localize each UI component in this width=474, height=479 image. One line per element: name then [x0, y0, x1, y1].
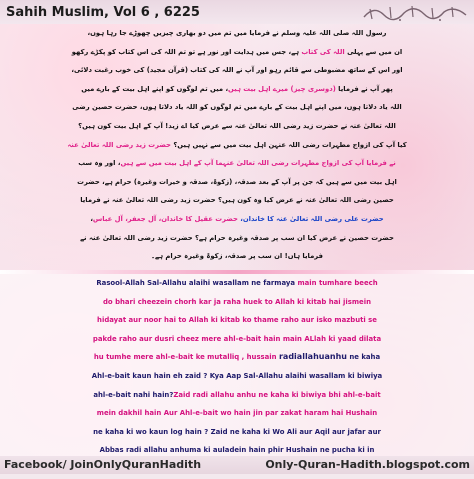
urdu-text: ، [90, 214, 93, 223]
urdu-text: رسول اللہ صلی اللہ علیہ وسلم نے فرمایا میں تم میں دو بھاری چیزیں چھوڑے جا رہا ہوں، [87, 29, 387, 37]
urdu-highlight: نے فرمایا آپ کی ازواج مطہرات رضی اللہ تعالیٰ عنہما آپ کے اہل بیت میں سے ہیں [120, 159, 396, 168]
roman-line [0, 348, 474, 367]
urdu-highlight: حضرت زید رضی اللہ تعالیٰ عنہ [67, 140, 171, 149]
urdu-line [4, 247, 470, 266]
roman-text: Rasool-Allah Sal-Allahu alaihi wasallam ne farmaya [96, 279, 298, 287]
roman-text: ne kaha ki wo kaun log hain ? Zaid ne kaha ki Wo Ali aur Aqil aur jafar aur [93, 427, 381, 436]
footer-bar [0, 456, 474, 474]
urdu-text: حضرت حصین نے عرض کیا ان سب پر صدقہ وغیرہ حرام ہے؟ حضرت زید رضی اللہ تعالیٰ عنہ نے [80, 233, 394, 242]
roman-highlight: pakde raho aur dusri cheez mere ahl-e-bait hain main ALlah ki yaad dilata [92, 334, 382, 343]
roman-text: Abbas radi allahu anhuma ki auladein hain phir Hushain ne pucha ki in [99, 446, 375, 455]
urdu-line [4, 24, 470, 43]
urdu-line [4, 43, 470, 62]
urdu-text: ، اور وہ سب [78, 159, 121, 168]
roman-line [0, 404, 474, 423]
urdu-text: اللہ یاد دلاتا ہوں، میں اپنے اہل بیت کے بارے میں تم لوگوں کو اللہ یاد دلاتا ہوں، حضرت حصین رضی [72, 103, 402, 112]
urdu-line [4, 117, 470, 136]
roman-text: Ahl-e-bait kaun hain eh zaid ? Kya Aap Sal-Allahu alaihi wasallam ki biwiya [91, 371, 383, 380]
roman-text: ahl-e-bait nahi hain? [93, 390, 174, 399]
roman-highlight: Zaid radi allahu anhu ne kaha ki biwiya bhi ahl-e-bait [173, 390, 381, 399]
roman-text: ne kaha [346, 353, 381, 362]
roman-line [0, 311, 474, 330]
urdu-highlight: (دوسری چیز) میرے اہل بیت ہیں [228, 84, 336, 93]
urdu-line [4, 136, 470, 155]
urdu-text: اہل بیت میں سے ہیں کہ جن پر آپ کے بعد صدقہ، (زکوۃ، صدقہ و خیرات وغیرہ) حرام ہے، حضرت [77, 177, 397, 186]
roman-highlight: mein dakhil hain Aur Ahl-e-bait wo hain jin par zakat haram hai Hushain [96, 409, 378, 418]
roman-highlight: main tumhare beech [297, 279, 378, 287]
urdu-highlight: اللہ کی کتاب [301, 47, 345, 56]
facebook-link[interactable]: Facebook/ JoinOnlyQuranHadith [4, 458, 202, 471]
roman-highlight: hidayat aur noor hai to Allah ki kitab ko thame raho aur isko mazbuti se [97, 316, 377, 325]
roman-urdu-translation [0, 274, 474, 456]
urdu-text: اور اس کے ساتھ مضبوطی سے قائم رہو اور آپ نے اللہ کی کتاب (قرآن مجید) کی خوب رغبت دلائی، [71, 66, 403, 75]
urdu-highlight: حضرت عقیل کا خاندان، آل جعفر، آل عباس [92, 214, 238, 223]
urdu-line [4, 173, 470, 192]
urdu-text: فرمایا ہاں! ان سب پر صدقہ، زکوۃ وغیرہ حرام ہے۔ [151, 252, 323, 261]
urdu-line [4, 80, 470, 99]
blog-link[interactable]: Only-Quran-Hadith.blogspot.com [265, 458, 470, 471]
roman-highlight: do bhari cheezein chorh kar ja raha huek to Allah ki kitab hai jismein [103, 297, 371, 306]
urdu-text: اللہ تعالیٰ عنہ نے حضرت زید رضی اللہ تعالیٰ عنہ سے عرض کیا اے زید! آپ کے اہل بیت کون ہیں؟ [78, 121, 396, 130]
roman-text: radiallahuanhu [278, 352, 347, 362]
roman-line [0, 330, 474, 349]
roman-line [0, 423, 474, 442]
urdu-text: حصین رضی اللہ تعالیٰ عنہ نے عرض کیا وہ کون ہیں؟ حضرت زید رضی اللہ تعالیٰ عنہ نے فرمایا [80, 196, 394, 205]
header-strip [0, 0, 474, 24]
roman-line [0, 293, 474, 312]
urdu-highlight: حضرت علی رضی اللہ تعالیٰ عنہ کا خاندان، [237, 214, 384, 223]
urdu-line [4, 229, 470, 248]
roman-line [0, 386, 474, 405]
roman-highlight: hu tumhe mere ahl-e-bait ke mutalliq , hussain [93, 353, 279, 362]
urdu-text: ان میں سے پہلی [344, 47, 403, 56]
urdu-text: پھر آپ نے فرمایا [335, 84, 393, 93]
roman-line [0, 274, 474, 293]
urdu-text: ہے، جس میں ہدایت اور نور ہے تو تم اللہ کی اس کتاب کو پکڑے رکھو [71, 47, 302, 56]
hadith-reference: Sahih Muslim, Vol 6 , 6225 [6, 5, 200, 20]
urdu-translation [4, 24, 470, 270]
urdu-line [4, 191, 470, 210]
urdu-text: ، میں تم لوگوں کو اپنے اہل بیت کے بارے میں [81, 84, 229, 93]
urdu-text: کیا آپ کی ازواج مطہرات رضی اللہ عنہن اہل بیت میں سے نہیں ہیں؟ [170, 140, 407, 149]
urdu-line [4, 98, 470, 117]
urdu-line [4, 61, 470, 80]
urdu-line [4, 210, 470, 229]
bismillah-calligraphy [360, 1, 470, 23]
roman-line [0, 367, 474, 386]
urdu-line [4, 154, 470, 173]
